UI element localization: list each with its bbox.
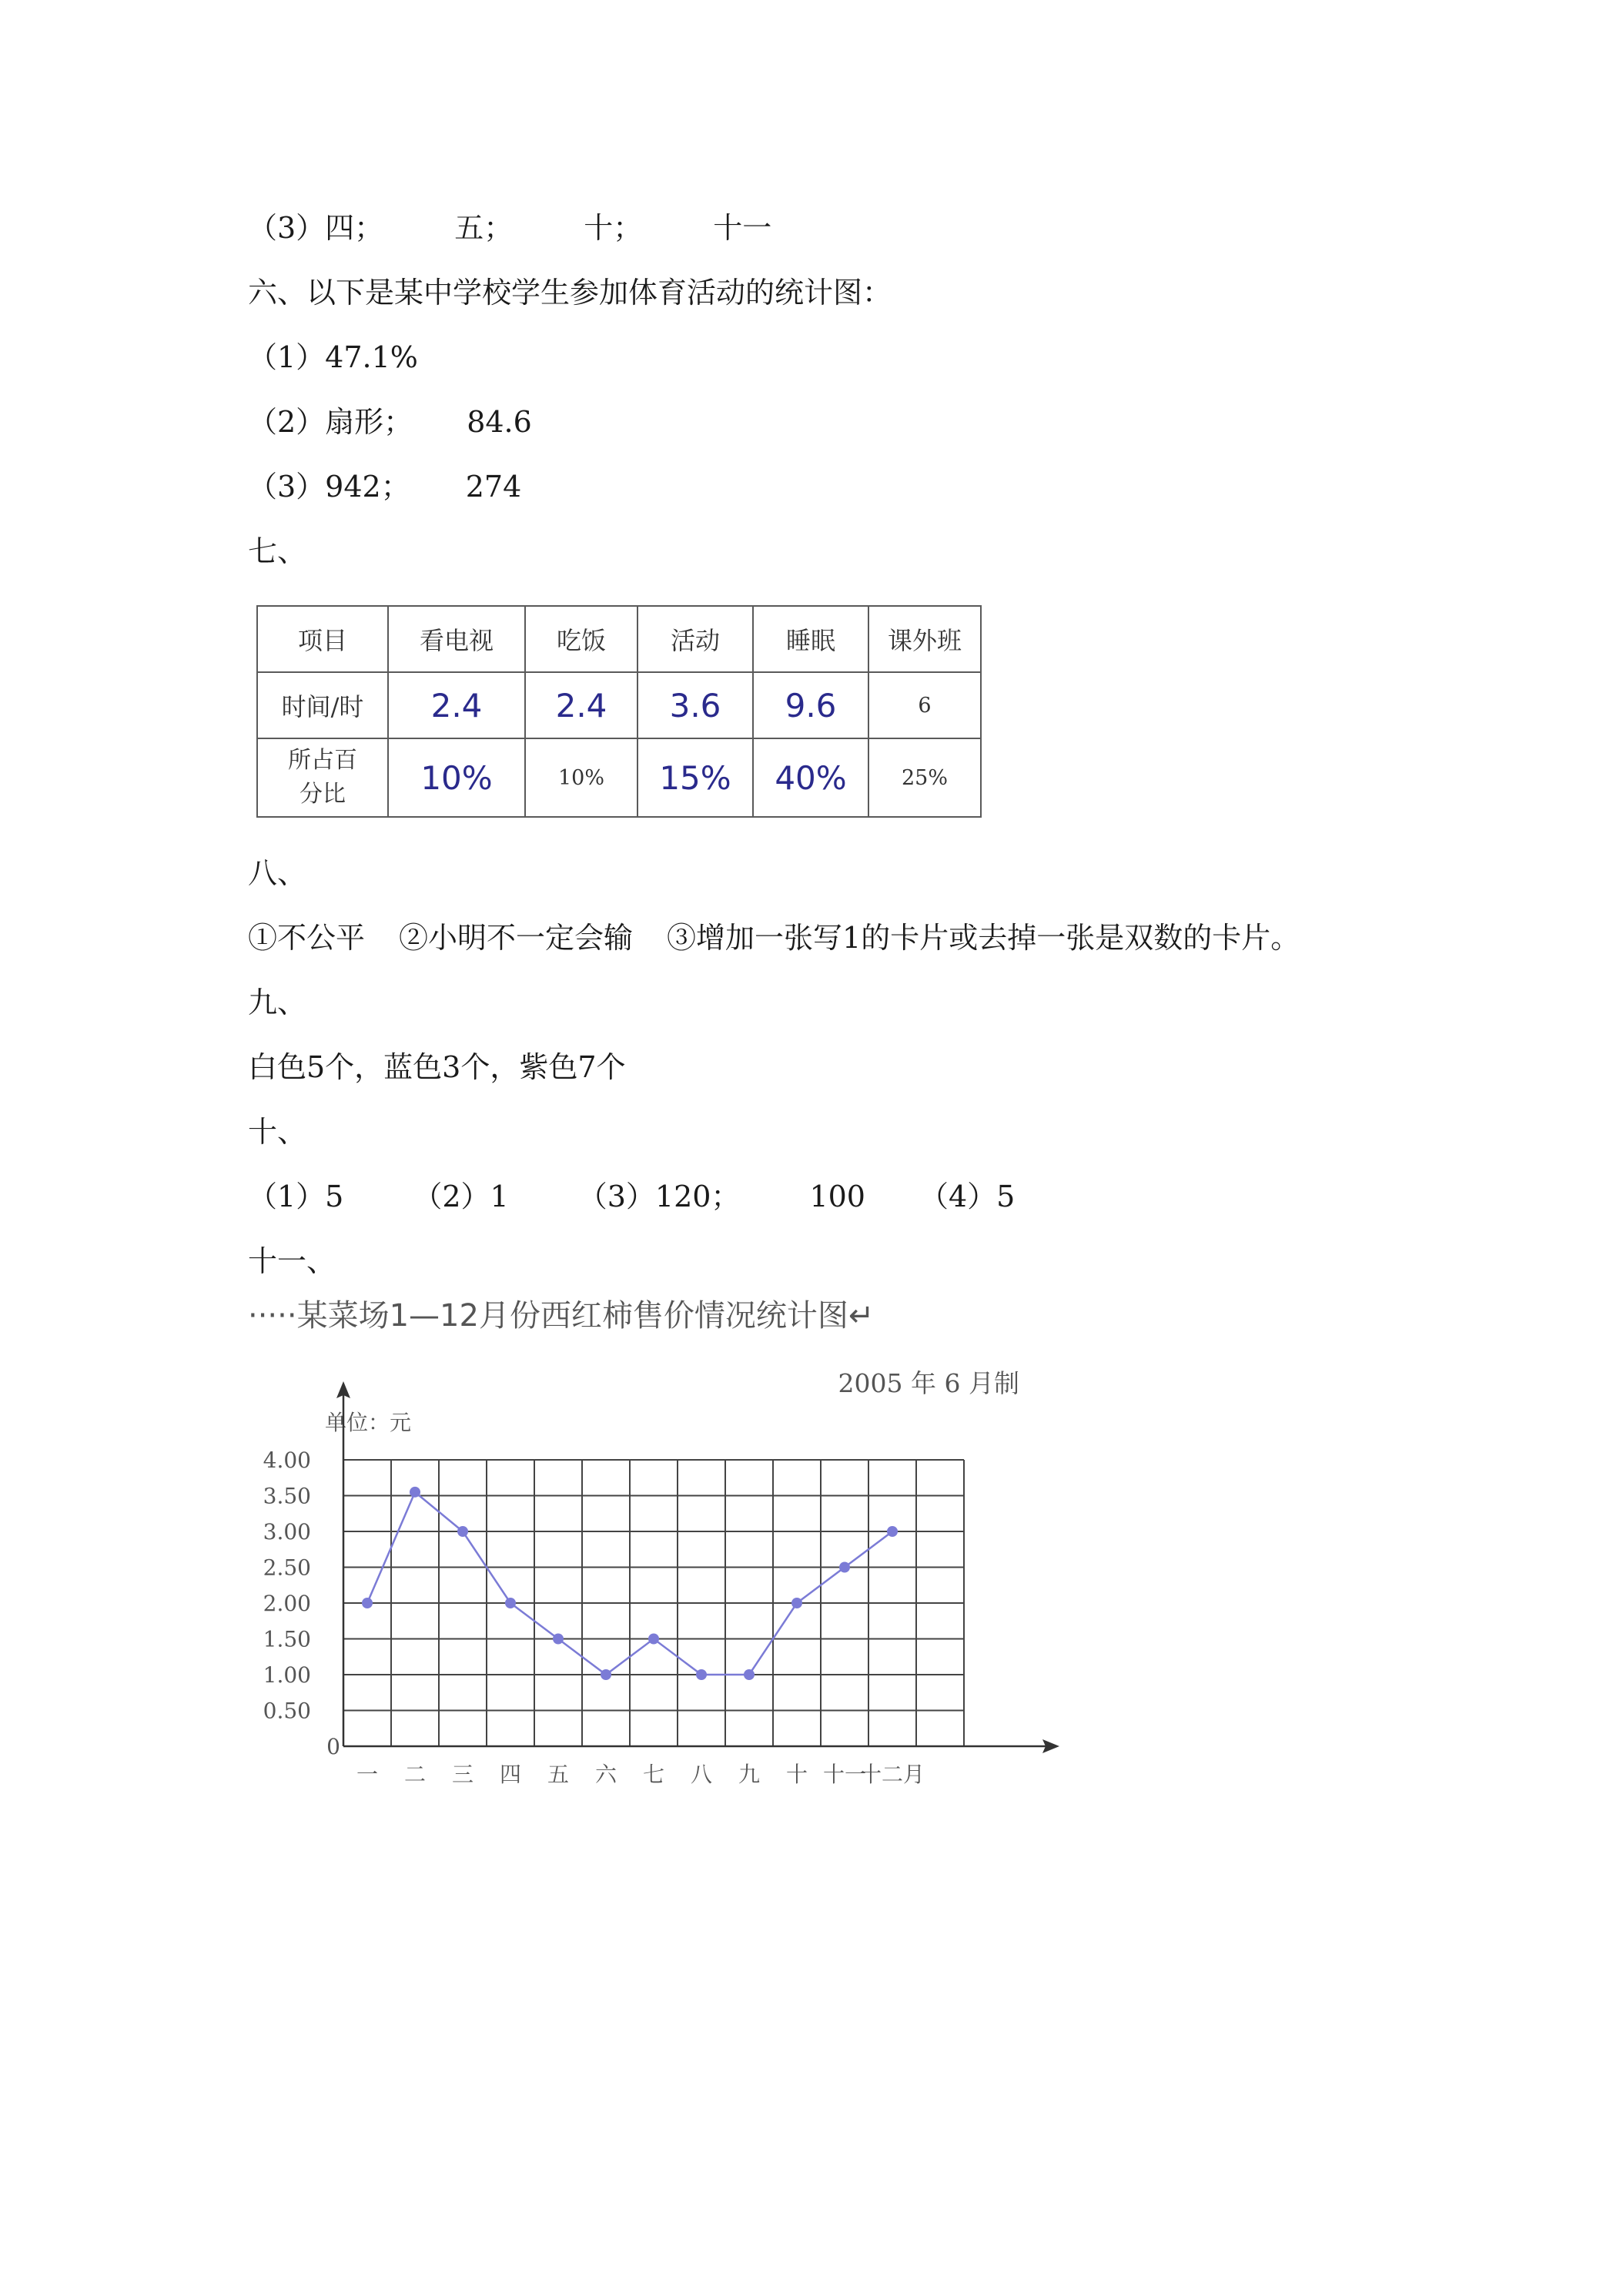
- y-tick-label: 2.50: [263, 1555, 311, 1581]
- x-tick-label: 九: [738, 1762, 761, 1787]
- data-point: [505, 1598, 516, 1608]
- y-tick-label: 2.00: [263, 1591, 311, 1616]
- table-cell: 9.6: [753, 672, 868, 738]
- x-tick-label: 十: [785, 1762, 808, 1787]
- x-tick-label: 十一: [822, 1762, 867, 1787]
- data-point: [553, 1634, 564, 1645]
- y-tick-label: 0.50: [263, 1698, 311, 1724]
- table-header-cell: 吃饭: [525, 606, 637, 672]
- section-8-heading: 八、: [248, 856, 307, 890]
- data-point: [362, 1598, 373, 1608]
- table-row-label: 时间/时: [257, 672, 388, 738]
- data-point: [791, 1598, 802, 1608]
- answer-text: ②小明不一定会输: [399, 921, 634, 955]
- table-header-cell: 活动: [637, 606, 753, 672]
- chart-grid: [343, 1460, 964, 1746]
- table-header-cell: 看电视: [388, 606, 525, 672]
- chart-x-ticks: [356, 1762, 925, 1787]
- answer-text: （4）5: [919, 1180, 1016, 1213]
- answer-text: （2）1: [413, 1180, 509, 1213]
- section-9-heading: 九、: [248, 986, 307, 1019]
- table-cell: 2.4: [388, 672, 525, 738]
- data-point: [457, 1526, 468, 1537]
- x-tick-label: 八: [690, 1762, 713, 1787]
- chart-subtitle: 2005 年 6 月制: [838, 1368, 1019, 1398]
- answer-9: 白色5个，蓝色3个，紫色7个: [248, 1050, 626, 1084]
- y-tick-label: 1.00: [263, 1662, 311, 1688]
- table-cell: 2.4: [525, 672, 637, 738]
- table-cell: 10%: [388, 738, 525, 817]
- row-label-line: 分比: [300, 781, 346, 808]
- y-tick-label: 1.50: [263, 1626, 311, 1652]
- answer-text: （2）扇形；: [248, 405, 413, 439]
- x-tick-label: 一: [356, 1762, 379, 1787]
- x-tick-label: 二: [403, 1762, 427, 1787]
- x-tick-label: 六: [594, 1762, 617, 1787]
- answer-text: （1）5: [248, 1180, 344, 1213]
- x-tick-label: 三: [451, 1762, 474, 1787]
- x-tick-label: 十二月: [859, 1762, 925, 1787]
- x-tick-label: 四: [499, 1762, 522, 1787]
- y-tick-label: 0: [326, 1734, 340, 1759]
- chart-y-axis-label: 单位：元: [325, 1410, 412, 1435]
- y-tick-label: 3.00: [263, 1519, 311, 1545]
- answer-6-1: （1）47.1%: [248, 340, 418, 374]
- answer-text: （3）四；: [248, 211, 384, 245]
- table-header-cell: 项目: [257, 606, 388, 672]
- table-cell: 3.6: [637, 672, 753, 738]
- section-6-heading: 六、以下是某中学校学生参加体育活动的统计图：: [248, 276, 892, 310]
- section-10-heading: 十、: [248, 1115, 307, 1149]
- answer-text: ③增加一张写1的卡片或去掉一张是双数的卡片。: [667, 921, 1300, 955]
- answer-text: ①不公平: [248, 921, 366, 955]
- table-cell: 10%: [525, 738, 637, 817]
- table-cell: 6: [868, 672, 981, 738]
- answer-text: 十一: [713, 211, 772, 245]
- section-11-heading: 十一、: [248, 1244, 336, 1278]
- table-header-cell: 睡眠: [753, 606, 868, 672]
- table-cell: 25%: [868, 738, 981, 817]
- section-7-heading: 七、: [248, 534, 307, 568]
- answer-text: （3）120；: [577, 1180, 741, 1213]
- data-point: [696, 1669, 707, 1680]
- chart-title: ·····某菜场1—12月份西红柿售价情况统计图↵: [248, 1298, 875, 1334]
- answer-text: 100: [809, 1180, 865, 1213]
- answer-text: 五；: [454, 211, 514, 245]
- answer-text: 84.6: [467, 405, 532, 439]
- answer-text: 274: [465, 470, 522, 504]
- y-tick-label: 3.50: [263, 1483, 311, 1509]
- data-point: [601, 1669, 611, 1680]
- chart-y-ticks: [263, 1448, 340, 1759]
- table-cell: 40%: [753, 738, 868, 817]
- data-point: [648, 1634, 659, 1645]
- table-cell: 15%: [637, 738, 753, 817]
- answer-text: （3）942；: [248, 470, 410, 504]
- data-point: [410, 1487, 420, 1498]
- row-label-line: 所占百: [288, 747, 357, 774]
- data-point: [744, 1669, 755, 1680]
- x-tick-label: 七: [642, 1762, 665, 1787]
- x-tick-label: 五: [547, 1762, 570, 1787]
- data-point: [887, 1526, 898, 1537]
- answer-text: 十；: [584, 211, 643, 245]
- table-header-cell: 课外班: [868, 606, 981, 672]
- y-tick-label: 4.00: [263, 1448, 311, 1473]
- data-point: [839, 1562, 850, 1573]
